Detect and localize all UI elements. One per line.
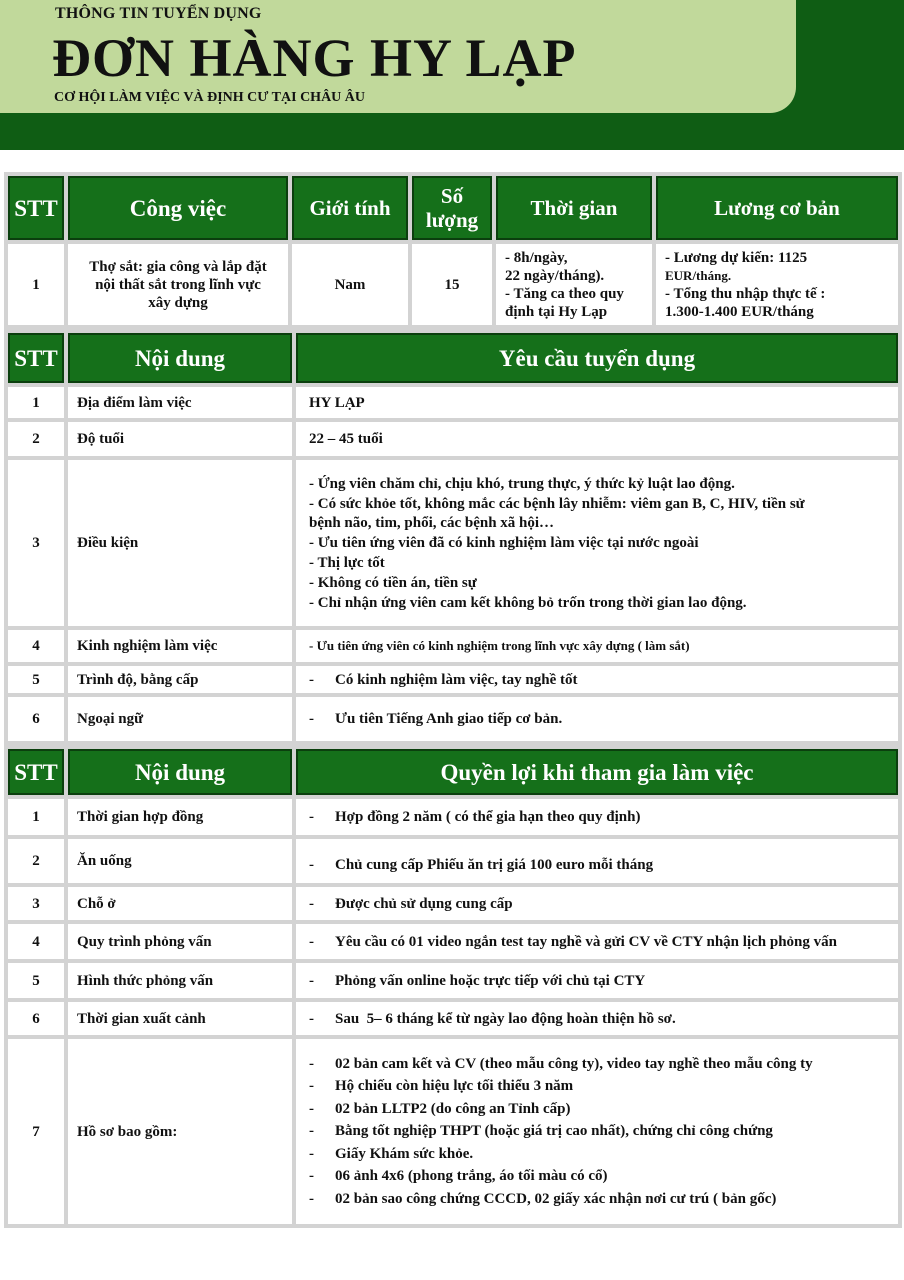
req-row-6-label: Ngoại ngữ xyxy=(68,697,292,741)
col-header-quantity: Số lượng xyxy=(412,176,492,240)
req-row-2-label: Độ tuổi xyxy=(68,422,292,456)
req-row-3-conditions xyxy=(296,460,898,626)
benefit-row-6-label: Thời gian xuất cảnh xyxy=(68,1002,292,1035)
benefit-row-4-label: Quy trình phỏng vấn xyxy=(68,924,292,959)
header-kicker: THÔNG TIN TUYỂN DỤNG xyxy=(55,5,262,22)
document-item: - 02 bản LLTP2 (do công an Tỉnh cấp) xyxy=(309,1100,571,1117)
condition-line: - Ưu tiên ứng viên đã có kinh nghiệm làm việc tại nước ngoài xyxy=(309,534,699,551)
col-header-benefits: Quyền lợi khi tham gia làm việc xyxy=(296,749,898,795)
benefits-table xyxy=(4,745,902,1228)
benefit-row-6-stt: 6 xyxy=(8,1002,64,1035)
req-row-6-value: - Ưu tiên Tiếng Anh giao tiếp cơ bản. xyxy=(296,697,898,741)
req-row-4-label: Kinh nghiệm làm việc xyxy=(68,630,292,662)
document-item: - 02 bản cam kết và CV (theo mẫu công ty), video tay nghề theo mẫu công ty xyxy=(309,1055,813,1072)
benefit-row-4-value: - Yêu cầu có 01 video ngắn test tay nghề và gửi CV về CTY nhận lịch phỏng vấn xyxy=(296,924,898,959)
job-table xyxy=(4,172,902,329)
benefit-row-2-stt: 2 xyxy=(8,839,64,883)
document-item: - Bằng tốt nghiệp THPT (hoặc giá trị cao nhất), chứng chỉ công chứng xyxy=(309,1123,773,1140)
col-header-salary: Lương cơ bản xyxy=(656,176,898,240)
document-item: - Giấy Khám sức khỏe. xyxy=(309,1145,474,1162)
header-tab xyxy=(0,0,796,113)
req-row-5-stt: 5 xyxy=(8,666,64,693)
condition-line: - Thị lực tốt xyxy=(309,554,385,571)
req-row-4-stt: 4 xyxy=(8,630,64,662)
requirements-table xyxy=(4,329,902,745)
document-list xyxy=(296,1039,898,1224)
req-row-1-value: HY LẠP xyxy=(296,387,898,418)
job-stt: 1 xyxy=(8,244,64,325)
benefit-row-5-value: - Phỏng vấn online hoặc trực tiếp với chủ tại CTY xyxy=(296,963,898,998)
job-quantity: 15 xyxy=(412,244,492,325)
header-subtitle: CƠ HỘI LÀM VIỆC VÀ ĐỊNH CƯ TẠI CHÂU ÂU xyxy=(54,90,366,105)
benefit-row-2-label: Ăn uống xyxy=(68,839,292,883)
benefit-row-3-value: - Được chủ sử dụng cung cấp xyxy=(296,887,898,920)
col-header-time: Thời gian xyxy=(496,176,652,240)
condition-line: - Có sức khỏe tốt, không mắc các bệnh lây nhiễm: viêm gan B, C, HIV, tiền sử xyxy=(309,495,805,512)
benefit-row-7-label: Hồ sơ bao gồm: xyxy=(68,1039,292,1224)
req-row-4-value: - Ưu tiên ứng viên có kinh nghiệm trong lĩnh vực xây dựng ( làm sắt) xyxy=(296,630,898,662)
benefit-row-1-stt: 1 xyxy=(8,799,64,835)
condition-line: bệnh não, tim, phổi, các bệnh xã hội… xyxy=(309,514,555,531)
col-header-content: Nội dung xyxy=(68,333,292,383)
req-row-1-label: Địa điểm làm việc xyxy=(68,387,292,418)
benefit-row-4-stt: 4 xyxy=(8,924,64,959)
col-header-stt: STT xyxy=(8,749,64,795)
page-title: ĐƠN HÀNG HY LẠP xyxy=(52,28,577,88)
benefit-row-6-value: - Sau 5– 6 tháng kể từ ngày lao động hoàn thiện hồ sơ. xyxy=(296,1002,898,1035)
col-header-gender: Giới tính xyxy=(292,176,408,240)
document-item: - 02 bản sao công chứng CCCD, 02 giấy xác nhận nơi cư trú ( bản gốc) xyxy=(309,1190,777,1207)
benefit-row-3-label: Chỗ ở xyxy=(68,887,292,920)
req-row-2-stt: 2 xyxy=(8,422,64,456)
job-description: Thợ sắt: gia công và lắp đặt nội thất sắt trong lĩnh vực xây dựng xyxy=(68,244,288,325)
benefit-row-5-label: Hình thức phỏng vấn xyxy=(68,963,292,998)
req-row-3-label: Điều kiện xyxy=(68,460,292,626)
req-row-5-value: - Có kinh nghiệm làm việc, tay nghề tốt xyxy=(296,666,898,693)
req-row-2-value: 22 – 45 tuổi xyxy=(296,422,898,456)
condition-line: - Chỉ nhận ứng viên cam kết không bỏ trốn trong thời gian lao động. xyxy=(309,594,747,611)
header-banner xyxy=(0,0,904,150)
req-row-5-label: Trình độ, bằng cấp xyxy=(68,666,292,693)
benefit-row-1-value: - Hợp đồng 2 năm ( có thể gia hạn theo quy định) xyxy=(296,799,898,835)
benefit-row-2-value: - Chủ cung cấp Phiếu ăn trị giá 100 euro mỗi tháng xyxy=(296,839,898,883)
benefit-row-1-label: Thời gian hợp đồng xyxy=(68,799,292,835)
document-item: - Hộ chiếu còn hiệu lực tối thiểu 3 năm xyxy=(309,1078,574,1095)
condition-line: - Không có tiền án, tiền sự xyxy=(309,574,477,591)
col-header-requirements: Yêu cầu tuyển dụng xyxy=(296,333,898,383)
benefit-row-7-stt: 7 xyxy=(8,1039,64,1224)
col-header-content: Nội dung xyxy=(68,749,292,795)
job-time: - 8h/ngày, 22 ngày/tháng). - Tăng ca theo quy định tại Hy Lạp xyxy=(496,244,652,325)
job-salary: - Lương dự kiến: 1125 EUR/tháng. - Tổng thu nhập thực tế : 1.300-1.400 EUR/tháng xyxy=(656,244,898,325)
req-row-3-stt: 3 xyxy=(8,460,64,626)
job-gender: Nam xyxy=(292,244,408,325)
col-header-stt: STT xyxy=(8,333,64,383)
col-header-job: Công việc xyxy=(68,176,288,240)
benefit-row-5-stt: 5 xyxy=(8,963,64,998)
document-item: - 06 ảnh 4x6 (phong trắng, áo tối màu có cổ) xyxy=(309,1168,608,1185)
req-row-1-stt: 1 xyxy=(8,387,64,418)
col-header-stt: STT xyxy=(8,176,64,240)
benefit-row-3-stt: 3 xyxy=(8,887,64,920)
condition-line: - Ứng viên chăm chỉ, chịu khó, trung thực, ý thức kỷ luật lao động. xyxy=(309,475,735,492)
req-row-6-stt: 6 xyxy=(8,697,64,741)
